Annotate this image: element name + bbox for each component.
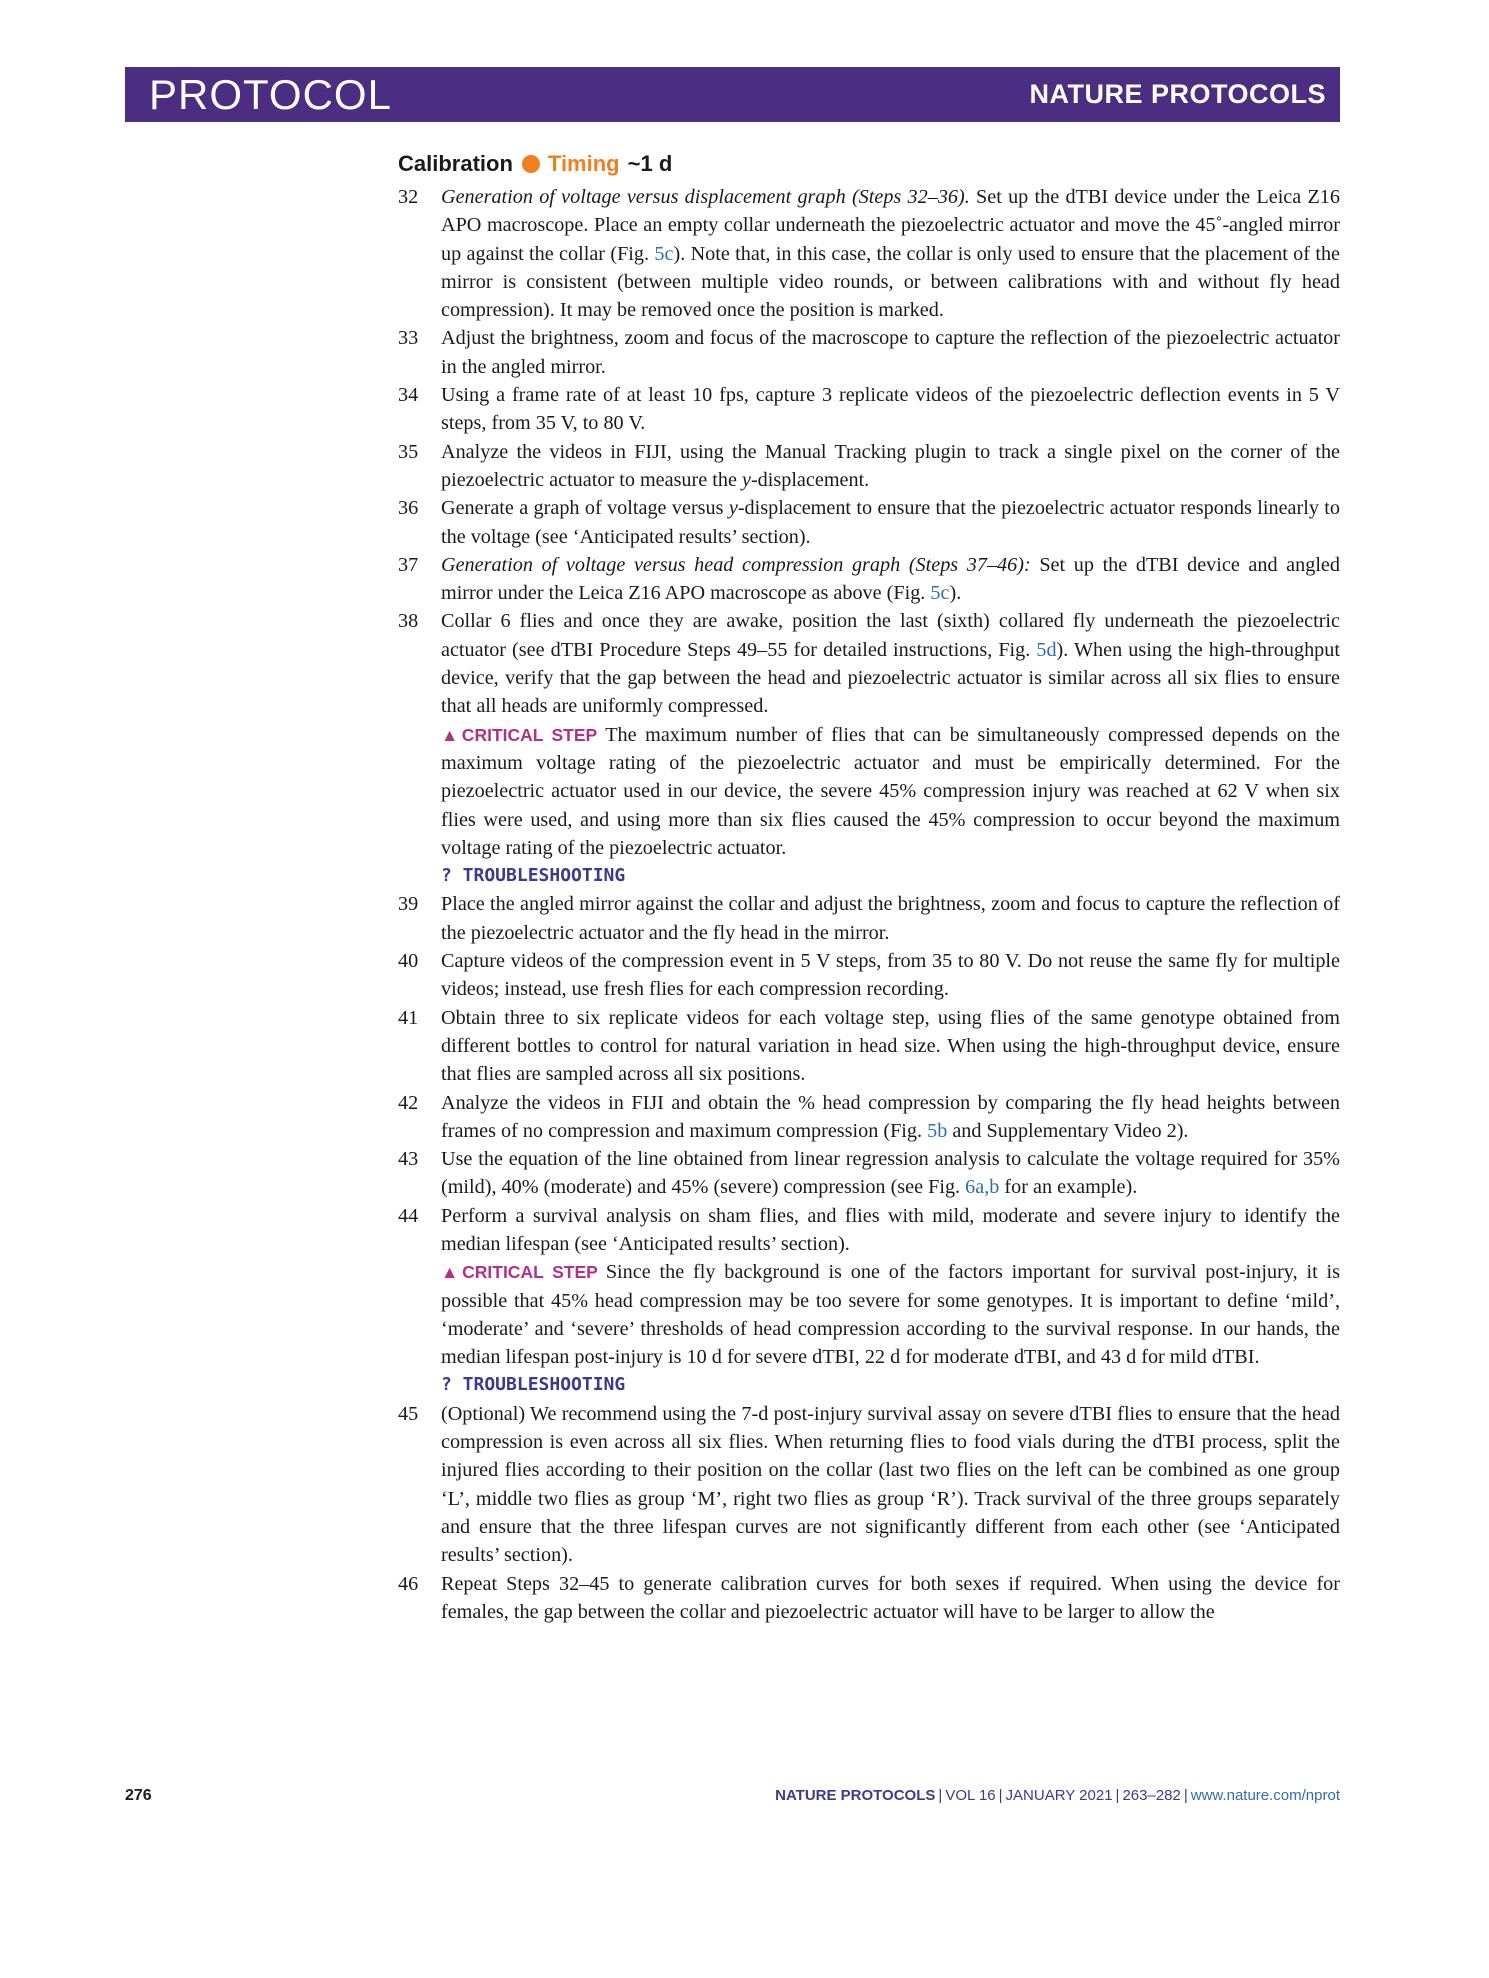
troubleshooting-label[interactable]: ? TROUBLESHOOTING [441,865,626,887]
step-44 [398,1202,1340,1400]
page-number: 276 [125,1787,152,1804]
step-number: 42 [398,1091,419,1114]
critical-step-text: The maximum number of flies that can be simultaneously compressed depends on the maximum voltage rating of the piezoelectric actuator and must be empirically determined. For the piezoelectric actuator used in our device, the severe 45% compression injury was reached at 62 V when six flies were used, and using more than six flies caused the 45% compression to occur beyond the maximum voltage rating of the piezoelectric actuator. [441,723,1341,859]
timing-label: Timing [547,151,620,176]
step-text: Capture videos of the compression event in 5 V steps, from 35 to 80 V. Do not reuse the same fly for multiple videos; instead, use fresh flies for each compression recording. [441,950,1340,1001]
step-text: Perform a survival analysis on sham flies, and flies with mild, moderate and severe injury to identify the median lifespan (see ‘Anticipated results’ section). [441,1204,1340,1255]
step-36 [398,494,1340,551]
step-text: Obtain three to six replicate videos for each voltage step, using flies of the same genotype obtained from different bottles to control for natural variation in head size. When using the high-throughput device, ensure that flies are sampled across all six positions. [441,1006,1340,1086]
page-footer [125,1787,1340,1805]
step-33 [398,324,1340,381]
step-37 [398,551,1340,608]
italic-variable: y [741,468,751,491]
step-text: for an example). [999,1176,1138,1199]
step-title: Generation of voltage versus head compression graph (Steps 37–46): [441,553,1031,576]
step-title: Generation of voltage versus displacement graph (Steps 32–36). [441,186,970,208]
critical-step-label: ▲CRITICAL STEP [441,1262,598,1283]
critical-step-text: Since the fly background is one of the factors important for survival post-injury, it is possible that 45% head compression may be too severe for some genotypes. It is important to define ‘mild’, ‘moderate’ and ‘severe’ thresholds of head compression according to the survival response. In our hands, the median lifespan post-injury is 10 d for severe dTBI, 22 d for moderate dTBI, and 43 d for mild dTBI. [441,1261,1340,1369]
italic-variable: y [728,497,738,520]
footer-url-link[interactable]: www.nature.com/nprot [1190,1787,1340,1804]
figure-link[interactable]: 5b [927,1119,948,1142]
section-title: Calibration [398,151,513,176]
step-text: Repeat Steps 32–45 to generate calibration curves for both sexes if required. When using the device for females, the gap between the collar and piezoelectric actuator will have to be larger to allow the [441,1572,1340,1623]
step-number: 40 [398,950,419,973]
step-text: Analyze the videos in FIJI, using the Manual Tracking plugin to track a single pixel on the corner of the piezoelectric actuator to measure the [441,440,1340,491]
separator: | [938,1787,943,1804]
footer-pages: 263–282 [1122,1787,1181,1804]
step-number: 34 [398,384,419,407]
step-text: Place the angled mirror against the collar and adjust the brightness, zoom and focus to capture the reflection of the piezoelectric actuator and the fly head in the mirror. [441,893,1340,944]
step-number: 37 [398,553,419,576]
footer-date: JANUARY 2021 [1005,1787,1113,1804]
timing-value: ~1 d [627,151,673,176]
step-number: 32 [398,186,419,208]
critical-step-label: ▲CRITICAL STEP [441,724,598,745]
step-text: Adjust the brightness, zoom and focus of the macroscope to capture the reflection of the piezoelectric actuator in the angled mirror. [441,327,1340,378]
troubleshooting-label[interactable]: ? TROUBLESHOOTING [441,1374,626,1396]
figure-link[interactable]: 6a,b [965,1176,1000,1199]
step-38 [398,607,1340,890]
step-text: ). Note that, in this case, the collar is only used to ensure that the placement of the mirror is consistent (between multiple video rounds, or between calibrations with and without fly head compression). It may be removed once the position is marked. [441,242,1340,322]
step-text: Use the equation of the line obtained from linear regression analysis to calculate the voltage required for 35% (mild), 40% (moderate) and 45% (severe) compression (see Fig. [441,1148,1340,1199]
step-34 [398,381,1340,438]
step-46 [398,1570,1340,1627]
protocol-label: PROTOCOL [149,70,392,118]
step-text: -displacement to ensure that the piezoelectric actuator responds linearly to the voltage (see ‘Anticipated results’ section). [441,497,1340,548]
step-45 [398,1400,1340,1570]
critical-step-note [441,721,1340,862]
footer-volume: VOL 16 [945,1787,996,1804]
figure-link[interactable]: 5d [1036,638,1057,661]
step-number: 46 [398,1572,419,1595]
step-text: -displacement. [750,468,870,491]
footer-journal: NATURE PROTOCOLS [775,1787,936,1804]
step-39 [398,890,1340,947]
step-text: ). [949,582,962,605]
separator: | [1115,1787,1120,1804]
separator: | [1183,1787,1188,1804]
step-41 [398,1004,1340,1089]
step-text: Set up the dTBI device and angled mirror under the Leica Z16 APO macroscope as above (Fig. [441,553,1340,605]
timing-dot-icon [522,155,540,173]
step-number: 45 [398,1402,419,1425]
step-number: 41 [398,1006,419,1029]
critical-step-note [441,1258,1340,1371]
step-number: 39 [398,893,419,916]
section-heading [398,148,1340,180]
step-text: ). When using the high-throughput device, verify that the gap between the head and piezoelectric actuator is similar across all six flies to ensure that all heads are uniformly compressed. [441,638,1340,718]
step-text: and Supplementary Video 2). [947,1119,1189,1142]
page-header-banner [125,67,1340,122]
step-number: 33 [398,327,419,350]
step-text: Set up the dTBI device under the Leica Z16 APO macroscope. Place an empty collar underneath the piezoelectric actuator and move the 45˚-angled mirror up against the collar (Fig. [441,186,1340,265]
step-text: Using a frame rate of at least 10 fps, capture 3 replicate videos of the piezoelectric deflection events in 5 V steps, from 35 V, to 80 V. [441,384,1340,435]
main-content [398,148,1340,1626]
step-32 [398,183,1340,324]
step-number: 35 [398,440,419,463]
footer-citation [775,1787,1340,1805]
step-number: 43 [398,1148,419,1171]
step-text: Generate a graph of voltage versus [441,497,729,520]
step-35 [398,438,1340,495]
step-text: Analyze the videos in FIJI and obtain the % head compression by comparing the fly head heights between frames of no compression and maximum compression (Fig. [441,1091,1340,1142]
separator: | [998,1787,1003,1804]
figure-link[interactable]: 5c [930,582,950,605]
step-number: 38 [398,610,419,633]
step-text: Collar 6 flies and once they are awake, position the last (sixth) collared fly underneath the piezoelectric actuator (see dTBI Procedure Steps 49–55 for detailed instructions, Fig. [441,610,1340,661]
journal-name-header: NATURE PROTOCOLS [1029,79,1326,109]
step-40 [398,947,1340,1004]
step-text: (Optional) We recommend using the 7-d post-injury survival assay on severe dTBI flies to ensure that the head compression is even across all six flies. When returning flies to food vials during the dTBI process, split the injured flies according to their position on the collar (last two flies on the left can be combined as one group ‘L’, middle two flies as group ‘M’, right two flies as group ‘R’). Track survival of the three groups separately and ensure that the three lifespan curves are not significantly different from each other (see ‘Anticipated results’ section). [441,1402,1340,1567]
step-43 [398,1145,1340,1202]
figure-link[interactable]: 5c [654,242,674,265]
step-number: 44 [398,1204,419,1227]
step-number: 36 [398,497,419,520]
step-42 [398,1089,1340,1146]
